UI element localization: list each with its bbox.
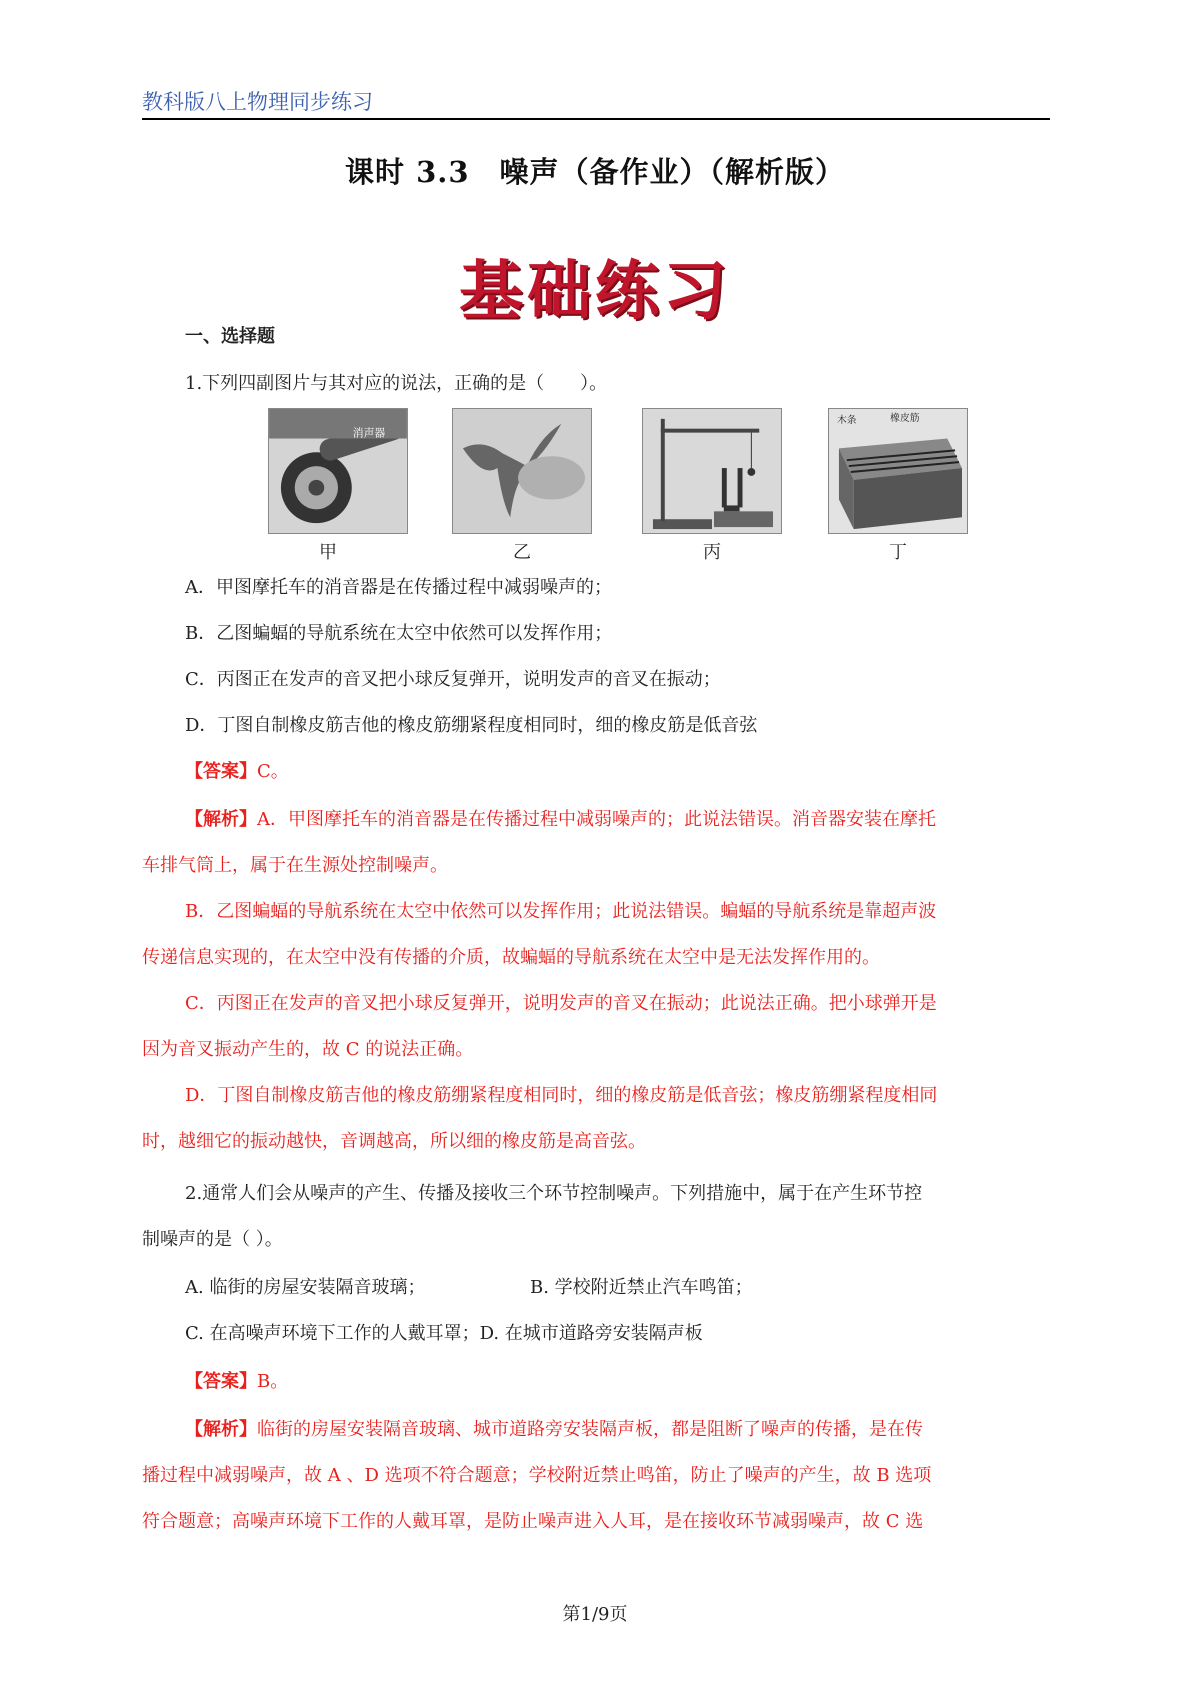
q2-analysis-line: 播过程中减弱噪声，故 A 、D 选项不符合题意；学校附近禁止鸣笛，防止了噪声的产生，故 B 选项 — [142, 1465, 932, 1486]
analysis-text: A．甲图摩托车的消音器是在传播过程中减弱噪声的；此说法错误。消音器安装在摩托 — [257, 809, 936, 830]
q2-option-a: A. 临街的房屋安装隔音玻璃； — [185, 1277, 426, 1298]
q2-stem: 2.通常人们会从噪声的产生、传播及接收三个环节控制噪声。下列措施中，属于在产生环节控 — [185, 1183, 923, 1204]
q1-analysis-line: 因为音叉振动产生的，故 C 的说法正确。 — [142, 1039, 474, 1060]
q1-option-a: A．甲图摩托车的消音器是在传播过程中减弱噪声的； — [185, 577, 612, 598]
q1-option-c: C．丙图正在发声的音叉把小球反复弹开，说明发声的音叉在振动； — [185, 669, 721, 690]
rubber-band-guitar-image — [828, 408, 968, 534]
q1-answer — [185, 760, 289, 784]
q1-analysis-line: 时，越细它的振动越快，音调越高，所以细的橡皮筋是高音弦。 — [142, 1131, 646, 1152]
page-header — [142, 80, 1050, 120]
q2-answer — [185, 1370, 288, 1394]
figure-label: 橡皮筋 — [890, 412, 920, 424]
figure-caption: 乙 — [513, 542, 531, 563]
answer-tag: 【答案】 — [185, 761, 257, 782]
answer-value: C。 — [257, 761, 289, 782]
analysis-tag: 【解析】 — [185, 809, 257, 830]
tuning-fork-image — [642, 408, 782, 534]
q1-analysis-line — [185, 808, 936, 832]
figure-ding — [828, 408, 968, 534]
figure-label: 消声器 — [352, 426, 386, 440]
analysis-text: 临街的房屋安装隔音玻璃、城市道路旁安装隔声板，都是阻断了噪声的传播，是在传 — [257, 1419, 923, 1440]
page-title: 课时 3.3 噪声（备作业）（解析版） — [344, 155, 846, 189]
motorcycle-muffler-image — [268, 408, 408, 534]
header-text: 教科版八上物理同步练习 — [142, 90, 373, 114]
answer-value: B。 — [257, 1371, 289, 1392]
q1-analysis-line: C．丙图正在发声的音叉把小球反复弹开，说明发声的音叉在振动；此说法正确。把小球弹开是 — [185, 993, 937, 1014]
figure-jia — [268, 408, 408, 534]
q2-analysis-line — [185, 1418, 923, 1442]
q2-analysis-line: 符合题意；高噪声环境下工作的人戴耳罩，是防止噪声进入人耳，是在接收环节减弱噪声，故 C 选 — [142, 1511, 924, 1532]
figure-caption: 甲 — [319, 542, 337, 563]
q1-analysis-line: B．乙图蝙蝠的导航系统在太空中依然可以发挥作用；此说法错误。蝙蝠的导航系统是靠超声波 — [185, 901, 937, 922]
bat-image — [452, 408, 592, 534]
figure-yi — [452, 408, 592, 534]
page-number: 第1/9页 — [562, 1604, 628, 1625]
figure-label: 木条 — [836, 414, 857, 426]
q1-option-b: B．乙图蝙蝠的导航系统在太空中依然可以发挥作用； — [185, 623, 613, 644]
q2-option-cd: C. 在高噪声环境下工作的人戴耳罩；D. 在城市道路旁安装隔声板 — [185, 1323, 703, 1344]
section-banner: 基础练习 — [459, 254, 731, 329]
q1-analysis-line: D．丁图自制橡皮筋吉他的橡皮筋绷紧程度相同时，细的橡皮筋是低音弦；橡皮筋绷紧程度相同 — [185, 1085, 938, 1106]
figure-caption: 丙 — [703, 542, 721, 563]
figure-bing — [642, 408, 782, 534]
subsection-heading: 一、选择题 — [185, 326, 275, 347]
answer-tag: 【答案】 — [185, 1371, 257, 1392]
q1-stem: 1.下列四副图片与其对应的说法，正确的是（ ）。 — [185, 373, 608, 394]
q1-option-d: D．丁图自制橡皮筋吉他的橡皮筋绷紧程度相同时，细的橡皮筋是低音弦 — [185, 715, 758, 736]
q1-analysis-line: 车排气筒上，属于在生源处控制噪声。 — [142, 855, 448, 876]
q1-analysis-line: 传递信息实现的，在太空中没有传播的介质，故蝙蝠的导航系统在太空中是无法发挥作用的。 — [142, 947, 880, 968]
analysis-tag: 【解析】 — [185, 1419, 257, 1440]
figure-caption: 丁 — [889, 542, 907, 563]
q2-option-b: B. 学校附近禁止汽车鸣笛； — [530, 1277, 753, 1298]
q2-stem: 制噪声的是（ ）。 — [142, 1229, 283, 1250]
